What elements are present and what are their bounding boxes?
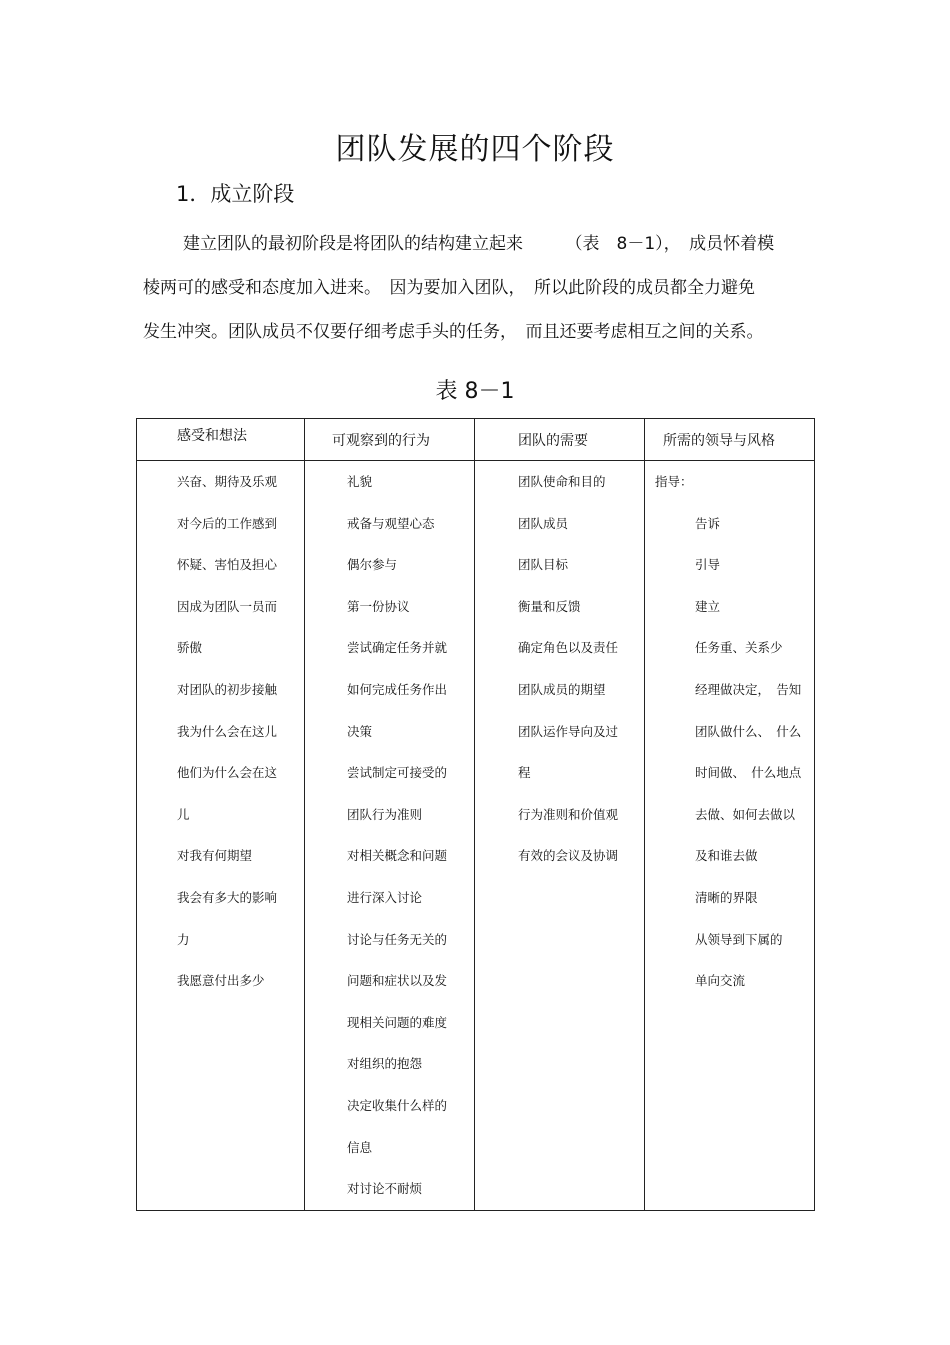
table-header-row bbox=[137, 419, 815, 461]
intro-paragraph bbox=[143, 222, 813, 354]
stage-table bbox=[136, 418, 815, 1211]
list-item: 他们为什么会在这 bbox=[177, 765, 278, 781]
list-item: 进行深入讨论 bbox=[347, 889, 423, 905]
list-item: 指导： bbox=[655, 474, 693, 489]
cell-leadership bbox=[645, 461, 815, 1211]
list-item: 团队成员的期望 bbox=[518, 681, 606, 697]
list-item: 偶尔参与 bbox=[347, 557, 398, 573]
list-item: 衡量和反馈 bbox=[518, 598, 581, 614]
cell-feelings bbox=[137, 461, 305, 1211]
list-item: 对组织的抱怨 bbox=[347, 1056, 423, 1072]
list-item: 团队行为准则 bbox=[347, 806, 423, 822]
list-item: 团队使命和目的 bbox=[518, 474, 606, 489]
list-item: 对相关概念和问题 bbox=[347, 848, 448, 864]
list-item: 尝试制定可接受的 bbox=[347, 765, 448, 781]
paragraph-line: 建立团队的最初阶段是将团队的结构建立起来 （表 8－1）， 成员怀着模 bbox=[183, 234, 775, 254]
list-item: 对今后的工作感到 bbox=[177, 515, 278, 531]
list-item: 因成为团队一员而 bbox=[177, 598, 278, 614]
paragraph-line: 发生冲突。团队成员不仅要仔细考虑手头的任务， 而且还要考虑相互之间的关系。 bbox=[143, 322, 764, 342]
section-heading: 1．成立阶段 bbox=[176, 182, 295, 206]
list-item: 对团队的初步接触 bbox=[177, 681, 278, 697]
page-title: 团队发展的四个阶段 bbox=[335, 132, 615, 167]
list-item: 建立 bbox=[695, 598, 721, 614]
list-item: 引导 bbox=[695, 557, 721, 573]
list-item: 行为准则和价值观 bbox=[518, 806, 619, 822]
list-item: 决策 bbox=[347, 723, 373, 739]
list-item: 决定收集什么样的 bbox=[347, 1097, 448, 1113]
list-item: 第一份协议 bbox=[347, 598, 410, 614]
list-item: 团队成员 bbox=[518, 515, 569, 531]
list-item: 有效的会议及协调 bbox=[518, 848, 619, 864]
header-leadership: 所需的领导与风格 bbox=[645, 419, 815, 461]
list-item: 信息 bbox=[347, 1139, 373, 1155]
list-item: 如何完成任务作出 bbox=[347, 681, 448, 697]
list-item: 现相关问题的难度 bbox=[347, 1014, 448, 1030]
cell-behaviors bbox=[305, 461, 475, 1211]
cell-team-needs bbox=[475, 461, 645, 1211]
list-item: 单向交流 bbox=[695, 973, 746, 989]
list-item: 礼貌 bbox=[347, 474, 373, 489]
list-item: 我会有多大的影响 bbox=[177, 889, 278, 905]
list-item: 兴奋、期待及乐观 bbox=[177, 474, 278, 489]
list-item: 我为什么会在这儿 bbox=[177, 723, 278, 739]
list-item: 团队目标 bbox=[518, 557, 569, 573]
list-item: 骄傲 bbox=[177, 640, 203, 656]
header-feelings: 感受和想法 bbox=[137, 419, 305, 461]
list-item: 儿 bbox=[177, 806, 190, 822]
list-item: 讨论与任务无关的 bbox=[347, 931, 448, 947]
list-item: 尝试确定任务并就 bbox=[347, 640, 448, 656]
list-item: 力 bbox=[177, 931, 190, 947]
list-item: 告诉 bbox=[695, 515, 721, 531]
list-item: 对我有何期望 bbox=[177, 848, 253, 864]
list-item: 戒备与观望心态 bbox=[347, 515, 435, 531]
list-item: 任务重、关系少 bbox=[695, 640, 783, 656]
list-item: 经理做决定， 告知 bbox=[695, 681, 802, 697]
list-item: 团队运作导向及过 bbox=[518, 723, 619, 739]
header-behaviors: 可观察到的行为 bbox=[305, 419, 475, 461]
list-item: 去做、如何去做以 bbox=[695, 806, 796, 822]
header-team-needs: 团队的需要 bbox=[475, 419, 645, 461]
list-item: 从领导到下属的 bbox=[695, 931, 783, 947]
list-item: 对讨论不耐烦 bbox=[347, 1181, 423, 1197]
list-item: 确定角色以及责任 bbox=[518, 640, 619, 656]
list-item: 我愿意付出多少 bbox=[177, 973, 265, 989]
list-item: 问题和症状以及发 bbox=[347, 973, 448, 989]
list-item: 及和谁去做 bbox=[695, 848, 758, 864]
list-item: 怀疑、害怕及担心 bbox=[177, 557, 278, 573]
list-item: 时间做、 什么地点 bbox=[695, 765, 802, 781]
list-item: 清晰的界限 bbox=[695, 889, 758, 905]
list-item: 程 bbox=[518, 765, 531, 781]
table-body-row bbox=[137, 461, 815, 1211]
table-caption: 表 8－1 bbox=[435, 379, 515, 404]
list-item: 团队做什么、 什么 bbox=[695, 723, 802, 739]
paragraph-line: 棱两可的感受和态度加入进来。 因为要加入团队， 所以此阶段的成员都全力避免 bbox=[143, 278, 755, 298]
